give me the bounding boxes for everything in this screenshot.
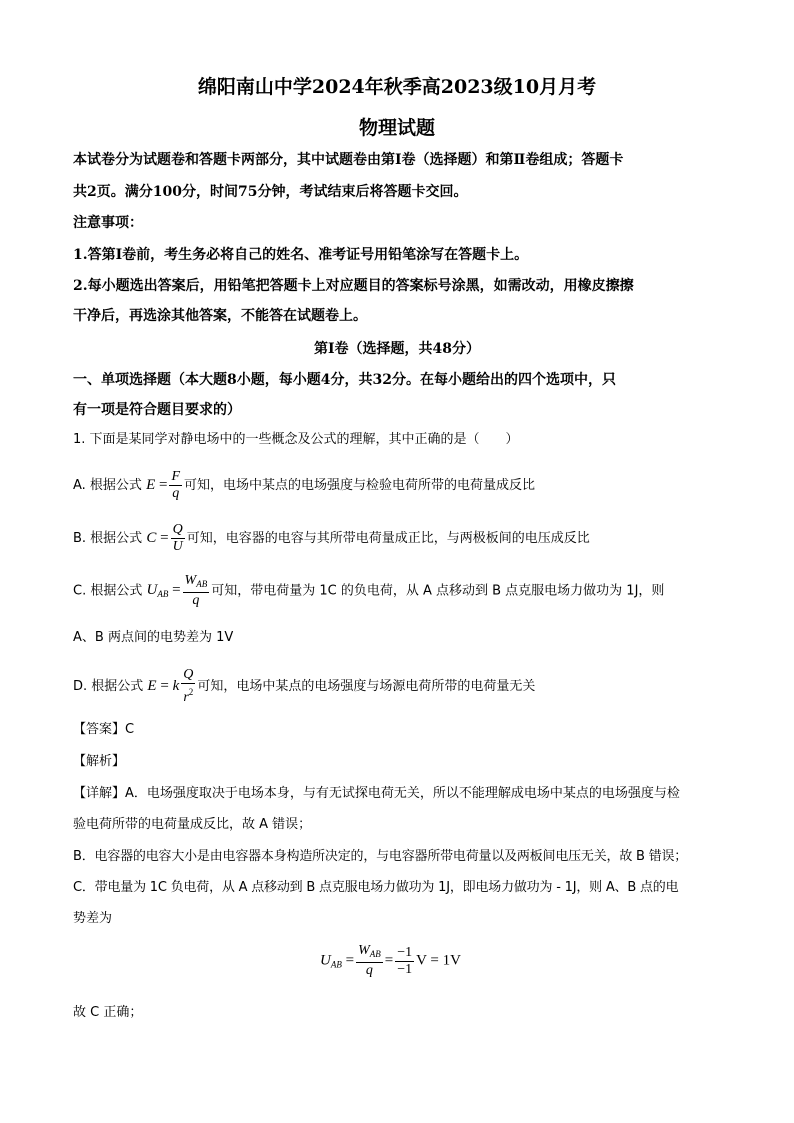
detail-c-line-1: C．带电量为 1C 负电荷，从 A 点移动到 B 点克服电场力做功为 1J，即电场力做功为 - 1J，则 A、B 点的电 [73,880,679,895]
intro-line-1: 本试卷分为试题卷和答题卡两部分，其中试题卷由第Ⅰ卷（选择题）和第Ⅱ卷组成；答题卡 [73,152,624,168]
option-c-prefix: C. 根据公式 [73,583,143,599]
page-subtitle: 物理试题 [358,117,435,139]
option-d-prefix: D. 根据公式 [73,678,144,694]
option-d [73,667,535,706]
option-b-formula: C = $\frac{Q}{U}$ [146,522,183,555]
option-a-prefix: A. 根据公式 [73,478,142,493]
intro-line-2: 共2页。满分100分，时间75分钟，考试结束后将答题卡交回。 [73,184,468,200]
detail-b: B．电容器的电容大小是由电容器本身构造所决定的，与电容器所带电荷量以及两板间电压无关，故 B 错误； [73,849,688,864]
notice-item-2a: 2.每小题选出答案后，用铅笔把答题卡上对应题目的答案标号涂黑，如需改动，用橡皮擦擦 [73,278,634,294]
notice-item-2b: 干净后，再选涂其他答案，不能答在试题卷上。 [73,308,367,324]
detail-label: 【详解】 [73,786,126,801]
detail-c-conclusion: 故 C 正确； [73,1005,143,1020]
option-d-suffix: 可知，电场中某点的电场强度与场源电荷所带的电荷量无关 [197,678,536,694]
option-a-suffix: 可知，电场中某点的电场强度与检验电荷所带的电荷量成反比 [184,478,536,493]
notice-title: 注意事项： [73,215,143,231]
option-d-formula: E = k $\frac{Q}{r^2}$ [147,667,194,705]
detail-c-line-2: 势差为 [73,911,113,926]
option-a [73,468,535,503]
part-instructions-a: 一、单项选择题（本大题8小题，每小题4分，共32分。在每小题给出的四个选项中，只 [73,372,616,388]
option-c-suffix: 可知，带电荷量为 1C 的负电荷，从 A 点移动到 B 点克服电场力做功为 1J，则 [211,583,665,599]
notice-item-1: 1.答第Ⅰ卷前，考生务必将自己的姓名、准考证号用铅笔涂写在答题卡上。 [73,247,529,263]
option-c [73,573,664,611]
option-a-formula: E = $\frac{F}{q}$ [146,469,181,502]
answer-line [73,720,134,740]
display-equation: $U_{AB}$ = $\frac{W_{AB}}{q}$ = $\frac{-1}{-1}$ V = 1V [320,943,461,978]
option-c-continued: A、B 两点间的电势差为 1V [73,630,234,645]
detail-a-text: A．电场强度取决于电场本身，与有无试探电荷无关，所以不能理解成电场中某点的电场强度与检 [125,786,680,801]
option-b-suffix: 可知，电容器的电容与其所带电荷量成正比，与两极板间的电压成反比 [186,531,590,546]
section-heading: 第Ⅰ卷（选择题，共48分） [313,341,481,357]
option-b [73,521,590,556]
detail-a-line-2: 验电荷所带的电荷量成反比，故 A 错误； [73,817,312,832]
answer-value: C [125,722,135,737]
option-c-formula: $U_{AB}$ = $\frac{W_{AB}}{q}$ [146,573,208,608]
part-instructions-b: 有一项是符合题目要求的） [73,402,241,418]
option-b-prefix: B. 根据公式 [73,531,143,546]
answer-label: 【答案】 [73,722,126,737]
detail-a-line-1 [73,784,680,804]
question-stem: 1. 下面是某同学对静电场中的一些概念及公式的理解，其中正确的是（ ） [73,432,519,447]
page-title: 绵阳南山中学2024年秋季高2023级10月月考 [197,76,597,98]
analysis-label: 【解析】 [73,754,126,769]
